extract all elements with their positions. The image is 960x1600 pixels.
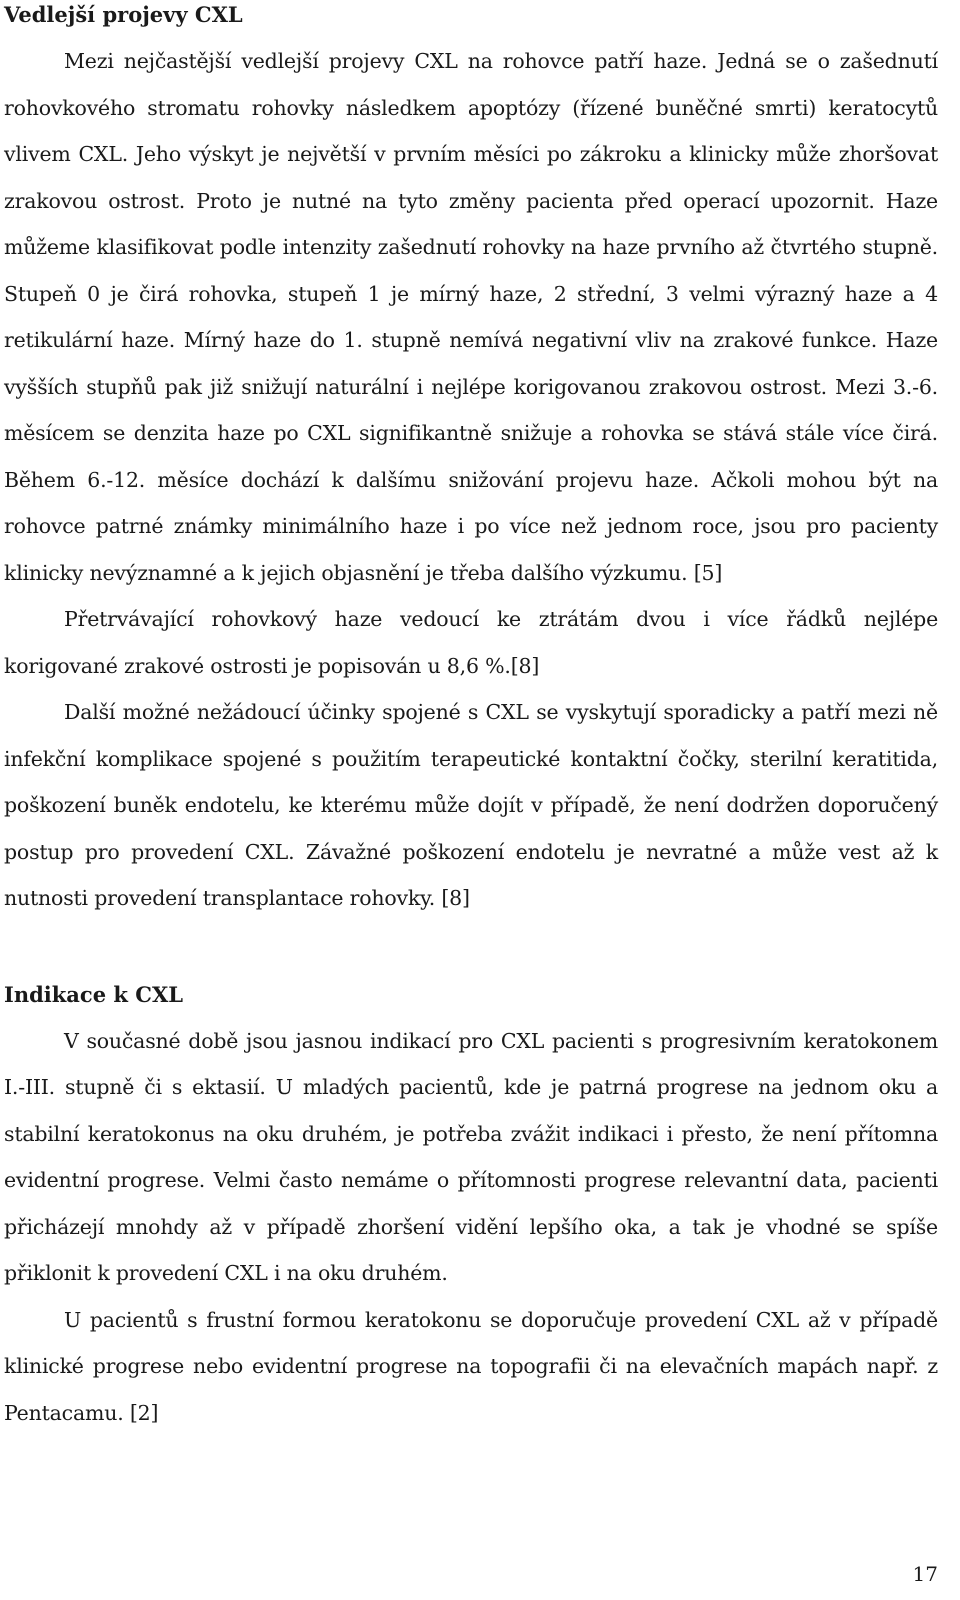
section-heading: Vedlejší projevy CXL [4,2,243,27]
page-number: 17 [912,1562,938,1586]
paragraph: Mezi nejčastější vedlejší projevy CXL na rohovce patří haze. Jedná se o zašednutí rohovkového stromatu rohovky následkem apoptózy (řízené buněčné smrti) keratocytů vlivem CXL. Jeho výskyt je největší v prvním měsíci po zákroku a klinicky může zhoršovat zrakovou ostrost. Proto je nutné na tyto změny pacienta před operací upozornit. Haze můžeme klasifikovat podle intenzity zašednutí rohovky na haze prvního až čtvrtého stupně. Stupeň 0 je čirá rohovka, stupeň 1 je mírný haze, 2 střední, 3 velmi výrazný haze a 4 retikulární haze. Mírný haze do 1. stupně nemívá negativní vliv na zrakové funkce. Haze vyšších stupňů pak již snižují naturální i nejlépe korigovanou zrakovou ostrost. Mezi 3.-6. měsícem se denzita haze po CXL signifikantně snižuje a rohovka se stává stále více čirá. Během 6.-12. měsíce dochází k dalšímu snižování projevu haze. Ačkoli mohou být na rohovce patrné známky minimálního haze i po více než jednom roce, jsou pro pacienty klinicky nevýznamné a k jejich objasnění je třeba dalšího výzkumu. [5] [4,49,938,585]
section-heading: Indikace k CXL [4,981,184,1007]
paragraph: U pacientů s frustní formou keratokonu se doporučuje provedení CXL až v případě klinické progrese nebo evidentní progrese na topografii či na elevačních mapách např. z Pentacamu. [2] [4,1307,938,1425]
paragraph: Přetrvávající rohovkový haze vedoucí ke ztrátám dvou i více řádků nejlépe korigované zrakové ostrosti je popisován u 8,6 %.[8] [4,607,938,678]
paragraph: V současné době jsou jasnou indikací pro CXL pacienti s progresivním keratokonem I.-III. stupně či s ektasií. U mladých pacientů, kde je patrná progrese na jednom oku a stabilní keratokonus na oku druhém, je potřeba zvážit indikaci i přesto, že není přítomna evidentní progrese. Velmi často nemáme o přítomnosti progrese relevantní data, pacienti přicházejí mnohdy až v případě zhoršení vidění lepšího oka, a tak je vhodné se spíše přiklonit k provedení CXL i na oku druhém. [4,1028,938,1285]
section-indications [4,980,938,1437]
section-side-effects [4,0,938,922]
paragraph: Další možné nežádoucí účinky spojené s CXL se vyskytují sporadicky a patří mezi ně infekční komplikace spojené s použitím terapeutické kontaktní čočky, sterilní keratitida, poškození buněk endotelu, ke kterému může dojít v případě, že není dodržen doporučený postup pro provedení CXL. Závažné poškození endotelu je nevratné a může vest až k nutnosti provedení transplantace rohovky. [8] [4,700,938,910]
